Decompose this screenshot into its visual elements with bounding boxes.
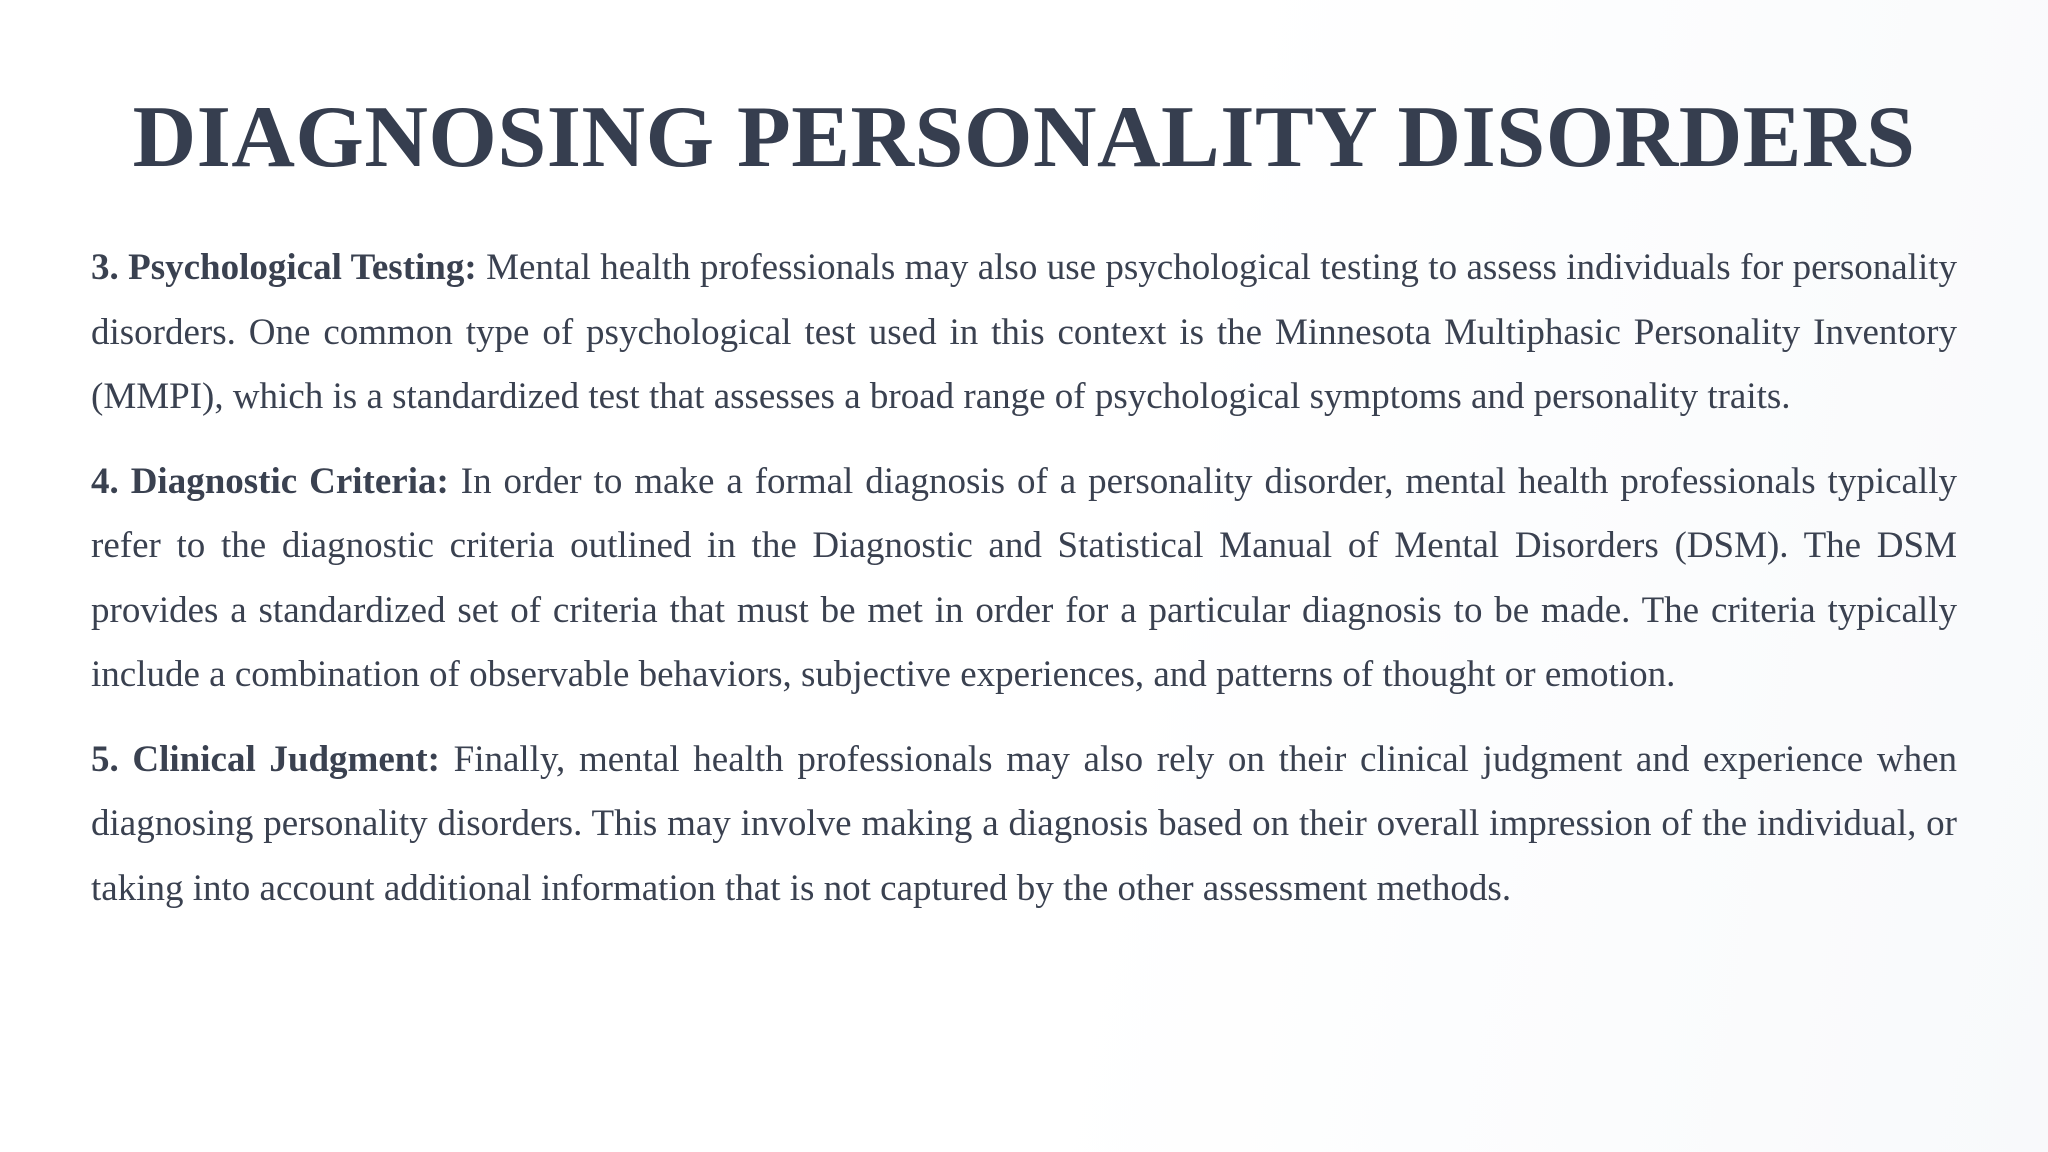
slide-body bbox=[91, 236, 1957, 941]
slide-title: DIAGNOSING PERSONALITY DISORDERS bbox=[132, 89, 1916, 186]
section-text: Mental health professionals may also use psychological testing to assess individuals for personality disorders. One common type of psychological test used in this context is the Minnesota Multiphasic Personality Inventory (MMPI), which is a standardized test that assesses a broad range of psychological symptoms and personality traits. bbox=[91, 247, 1958, 417]
section-text: Finally, mental health professionals may also rely on their clinical judgment and experience when diagnosing personality disorders. This may involve making a diagnosis based on their overall impression of the individual, or taking into account additional information that is not captured by the other assessment methods. bbox=[91, 738, 1957, 909]
section-psychological-testing bbox=[91, 236, 1957, 430]
section-diagnostic-criteria bbox=[91, 450, 1957, 708]
section-heading: 3. Psychological Testing: bbox=[91, 247, 477, 288]
section-heading: 4. Diagnostic Criteria: bbox=[91, 460, 449, 502]
section-heading: 5. Clinical Judgment: bbox=[91, 738, 440, 780]
section-clinical-judgment bbox=[91, 728, 1957, 922]
section-text: In order to make a formal diagnosis of a personality disorder, mental health professionals typically refer to the diagnostic criteria outlined in the Diagnostic and Statistical Manual of Mental Disorders (DSM). The DSM provides a standardized set of criteria that must be met in order for a particular diagnosis to be made. The criteria typically include a combination of observable behaviors, subjective experiences, and patterns of thought or emotion. bbox=[91, 460, 1958, 695]
